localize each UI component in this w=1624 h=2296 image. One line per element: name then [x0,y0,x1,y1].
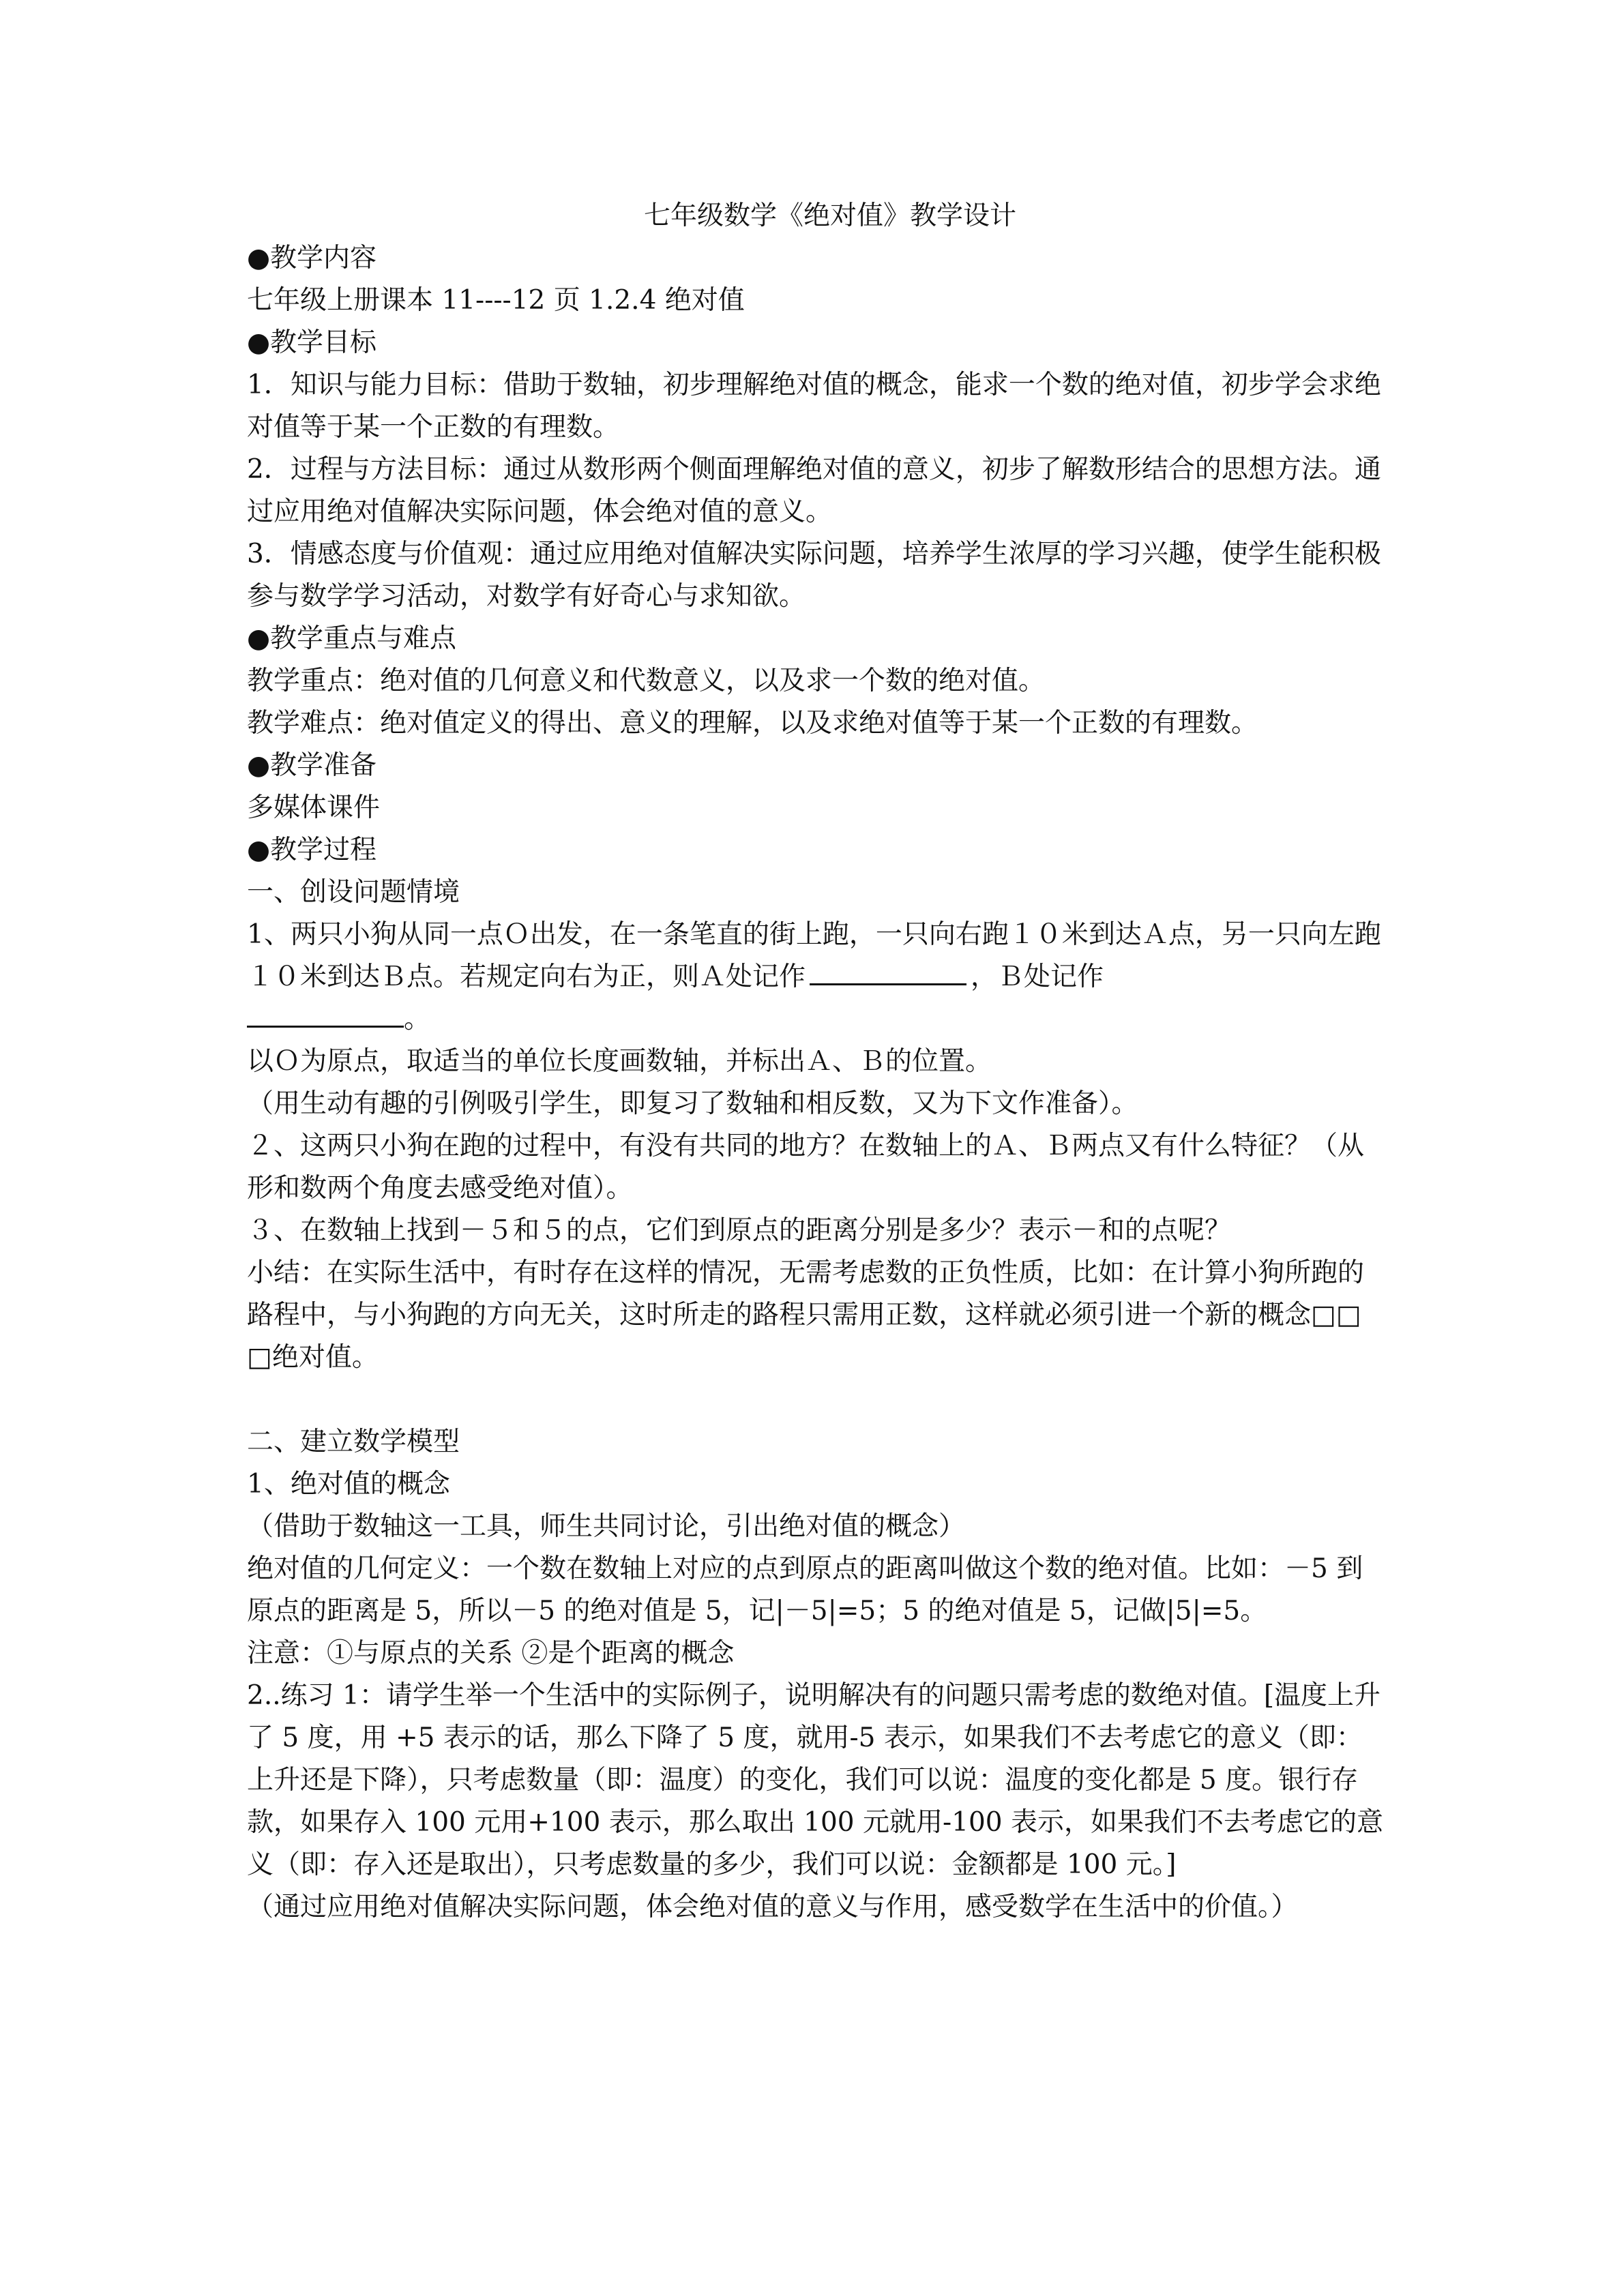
section-heading-content: ●教学内容 [247,243,377,273]
section-heading-goals: ●教学目标 [247,327,377,358]
question-1 [247,914,1386,998]
exercise-note: （通过应用绝对值解决实际问题，体会绝对值的意义与作用，感受数学在生活中的价值。） [247,1892,1298,1922]
question-1-note: （用生动有趣的引例吸引学生，即复习了数轴和相反数，又为下文作准备）。 [247,1088,1138,1119]
answer-blank-b [247,1002,404,1028]
preparation-text: 多媒体课件 [247,792,381,823]
concept-heading: 1、绝对值的概念 [247,1469,450,1500]
concept-note: （借助于数轴这一工具，师生共同讨论，引出绝对值的概念） [247,1511,966,1542]
content-text: 七年级上册课本 11----12 页 1.2.4 绝对值 [247,285,745,316]
question-3: ３、在数轴上找到－５和５的点，它们到原点的距离分别是多少？表示－和的点呢？ [247,1215,1232,1246]
goal-1: 1．知识与能力目标：借助于数轴，初步理解绝对值的概念，能求一个数的绝对值，初步学会求绝对值等于某一个正数的有理数。 [247,370,1381,443]
exercise-1: 2..练习 1：请学生举一个生活中的实际例子，说明解决有的问题只需考虑的数绝对值。[温度上升了 5 度，用 +5 表示的话，那么下降了 5 度，就用-5 表示，如果我们不去考虑它的意义（即：上升还是下降），只考虑数量（即：温度）的变化，我们可以说：温度的变化都是 5 度。银行存款，如果存入 100 元用+100 表示，那么取出 100 元就用-100 表示，如果我们不去考虑它的意义（即：存入还是取出），只考虑数量的多少，我们可以说：金额都是 100 元。] [247,1680,1383,1880]
geometric-definition: 绝对值的几何定义：一个数在数轴上对应的点到原点的距离叫做这个数的绝对值。比如：－5 到原点的距离是 5，所以－5 的绝对值是 5，记|－5|=5；5 的绝对值是 5，记做|5|=5。 [247,1553,1363,1626]
goal-2: 2．过程与方法目标：通过从数形两个侧面理解绝对值的意义，初步了解数形结合的思想方法。通过应用绝对值解决实际问题，体会绝对值的意义。 [247,454,1381,527]
attention-note: 注意：①与原点的关系 ②是个距离的概念 [247,1638,735,1669]
summary: 小结：在实际生活中，有时存在这样的情况，无需考虑数的正负性质，比如：在计算小狗所跑的路程中，与小狗跑的方向无关，这时所走的路程只需用正数，这样就必须引进一个新的概念□□□绝对值。 [247,1257,1365,1373]
section-heading-process: ●教学过程 [247,835,377,865]
question-1-end: 。 [404,1004,431,1034]
question-1-instruction: 以Ｏ为原点，取适当的单位长度画数轴，并标出Ａ、Ｂ的位置。 [247,1046,992,1077]
document-page [247,195,1386,1928]
paragraph-gap [247,1379,1386,1421]
section-heading-key-points: ●教学重点与难点 [247,623,457,654]
part2-heading: 二、建立数学模型 [247,1427,460,1457]
key-point: 教学重点：绝对值的几何意义和代数意义，以及求一个数的绝对值。 [247,666,1046,696]
section-heading-preparation: ●教学准备 [247,750,377,781]
part1-heading: 一、创设问题情境 [247,877,460,908]
question-1-blank-line [247,998,1386,1041]
question-1-text-b: ，Ｂ处记作 [971,961,1104,992]
question-2: ２、这两只小狗在跑的过程中，有没有共同的地方？在数轴上的Ａ、Ｂ两点又有什么特征？（从形和数两个角度去感受绝对值）。 [247,1131,1365,1204]
answer-blank-a [810,960,966,985]
goal-3: 3．情感态度与价值观：通过应用绝对值解决实际问题，培养学生浓厚的学习兴趣，使学生能积极参与数学学习活动，对数学有好奇心与求知欲。 [247,539,1381,612]
difficulty-point: 教学难点：绝对值定义的得出、意义的理解，以及求绝对值等于某一个正数的有理数。 [247,708,1258,739]
document-title: 七年级数学《绝对值》教学设计 [643,200,1016,231]
question-1-text: 1、两只小狗从同一点Ｏ出发，在一条笔直的街上跑，一只向右跑１０米到达Ａ点，另一只向左跑１０米到达Ｂ点。若规定向右为正，则Ａ处记作 [247,919,1381,992]
